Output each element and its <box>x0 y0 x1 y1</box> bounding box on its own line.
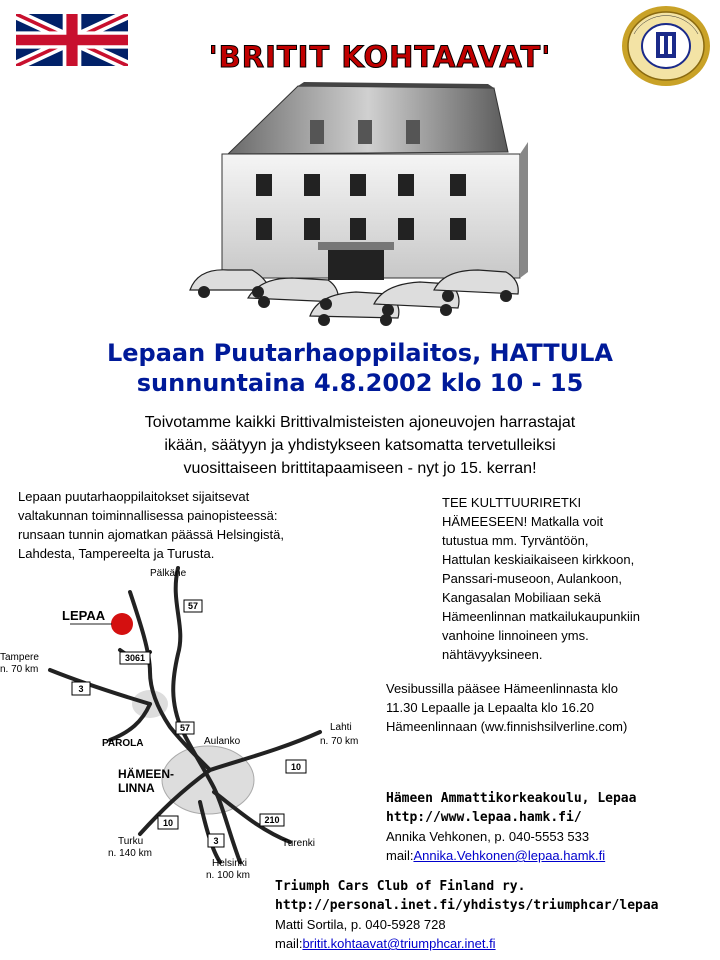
waterbus-line: 11.30 Lepaalle ja Lepaalta klo 16.20 <box>386 700 594 715</box>
hamk-name: Hämeen Ammattikorkeakoulu, Lepaa <box>386 791 637 806</box>
hamk-contact <box>386 789 720 865</box>
road-sign-10: 10 <box>290 762 302 772</box>
tcc-contact-person: Matti Sortila, p. 040-5928 728 <box>275 917 446 932</box>
culture-line: TEE KULTTUURIRETKI <box>442 495 582 510</box>
location-intro <box>18 487 358 563</box>
building-photo <box>188 82 532 340</box>
tcc-name: Triumph Cars Club of Finland ry. <box>275 879 526 894</box>
culture-line: tutustua mm. Tyrväntöön, <box>442 533 589 548</box>
waterbus-line: Hämeenlinnaan (ww.finnishsilverline.com) <box>386 719 628 734</box>
waterbus-text <box>386 679 716 736</box>
lepaa-marker <box>111 613 133 635</box>
page-title: 'BRITIT KOHTAAVAT' <box>208 40 552 74</box>
map-label-tampere-km: n. 70 km <box>0 664 39 675</box>
map-label-turku: Turku <box>118 836 144 847</box>
culture-line: Hattulan keskiaikaiseen kirkkoon, <box>442 552 635 567</box>
map-label-turenki: Turenki <box>282 838 315 849</box>
culture-line: Kangasalan Mobiliaan sekä <box>442 590 601 605</box>
map-label-palkane: Pälkäne <box>150 568 187 579</box>
tcc-url[interactable]: http://personal.inet.fi/yhdistys/triumphcar/lepaa <box>275 898 659 913</box>
tcc-mail-link[interactable]: britit.kohtaavat@triumphcar.inet.fi <box>302 936 496 951</box>
mail-prefix: mail: <box>386 848 414 863</box>
intro-line: valtakunnan toiminnallisessa painopisteessä: <box>18 508 278 523</box>
map-label-hameenlinna-2: LINNA <box>118 781 155 795</box>
map-label-lahti-km: n. 70 km <box>320 736 359 747</box>
map-label-lahti: Lahti <box>330 722 352 733</box>
road-sign-210: 210 <box>264 815 280 825</box>
waterbus-line: Vesibussilla pääsee Hämeenlinnasta klo <box>386 681 618 696</box>
culture-trip-text <box>442 493 712 664</box>
event-headline <box>0 338 720 398</box>
welcome-text <box>0 411 720 480</box>
intro-line: runsaan tunnin ajomatkan päässä Helsingistä, <box>18 527 284 542</box>
mail-prefix: mail: <box>275 936 303 951</box>
map-label-parola: PAROLA <box>102 738 144 749</box>
culture-line: vanhoine linnoineen yms. <box>442 628 589 643</box>
road-sign-3: 3 <box>213 836 219 846</box>
map-label-helsinki: Helsinki <box>212 858 248 869</box>
hamk-contact-person: Annika Vehkonen, p. 040-5553 533 <box>386 829 590 844</box>
road-sign-57: 57 <box>187 601 199 611</box>
event-date: sunnuntaina 4.8.2002 klo 10 - 15 <box>136 369 584 397</box>
road-sign-3: 3 <box>78 684 84 694</box>
road-sign-10: 10 <box>162 818 174 828</box>
hamk-url[interactable]: http://www.lepaa.hamk.fi/ <box>386 810 582 825</box>
hamk-mail-link[interactable]: Annika.Vehkonen@lepaa.hamk.fi <box>413 848 606 863</box>
welcome-line: ikään, säätyyn ja yhdistykseen katsomatta tervetulleiksi <box>164 437 556 454</box>
intro-line: Lahdesta, Tampereelta ja Turusta. <box>18 546 215 561</box>
map-label-hameenlinna-1: HÄMEEN- <box>118 767 174 781</box>
culture-line: Panssari-museoon, Aulankoon, <box>442 571 622 586</box>
road-map <box>0 562 380 884</box>
map-label-lepaa: LEPAA <box>62 608 106 623</box>
intro-line: Lepaan puutarhaoppilaitokset sijaitsevat <box>18 489 250 504</box>
road-sign-3061: 3061 <box>124 653 146 663</box>
map-label-helsinki-km: n. 100 km <box>206 870 250 881</box>
map-label-turku-km: n. 140 km <box>108 848 152 859</box>
event-venue: Lepaan Puutarhaoppilaitos, HATTULA <box>106 339 613 367</box>
culture-line: nähtävyyksineen. <box>442 647 543 662</box>
welcome-line: vuosittaiseen brittitapaamiseen - nyt jo 15. kerran! <box>183 460 537 477</box>
welcome-line: Toivotamme kaikki Brittivalmisteisten ajoneuvojen harrastajat <box>144 414 576 431</box>
culture-line: HÄMEESEEN! Matkalla voit <box>442 514 604 529</box>
road-sign-57: 57 <box>179 723 191 733</box>
tcc-contact <box>275 877 720 953</box>
map-label-aulanko: Aulanko <box>204 736 241 747</box>
map-label-tampere: Tampere <box>0 652 39 663</box>
culture-line: Hämeenlinnan matkailukaupunkiin <box>442 609 641 624</box>
